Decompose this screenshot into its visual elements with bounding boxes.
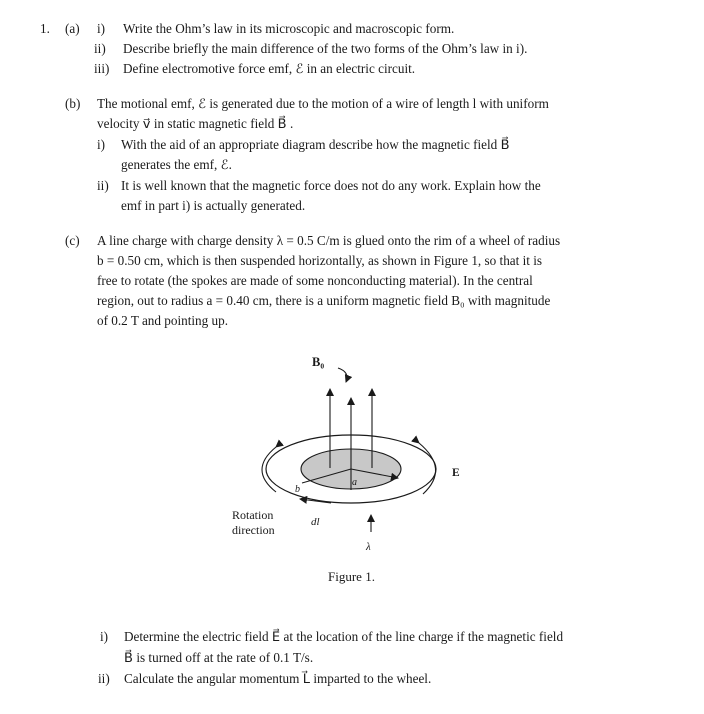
part-c-ii-text: Calculate the angular momentum L⃗ imparted to the wheel. (124, 671, 432, 686)
question-number: 1. (40, 21, 50, 36)
rotation-label-line-2: direction (232, 523, 275, 537)
part-c-i-line-2: B⃗ is turned off at the rate of 0.1 T/s. (124, 650, 314, 665)
part-c-line-1: A line charge with charge density λ = 0.5 C/m is glued onto the rim of a wheel of radius (97, 233, 561, 248)
e-field-arc (419, 443, 436, 494)
part-a-i-text: Write the Ohm’s law in its microscopic and macroscopic form. (123, 21, 455, 36)
part-c-label: (c) (65, 233, 80, 248)
part-b-i-marker: i) (97, 137, 106, 152)
rotation-label-line-1: Rotation (232, 508, 274, 522)
part-c-line-2: b = 0.50 cm, which is then suspended horizontally, as shown in Figure 1, so that it is (97, 253, 543, 268)
part-b-line-1: The motional emf, ℰ is generated due to the motion of a wire of length l with uniform (97, 96, 549, 111)
figure-caption: Figure 1. (328, 569, 375, 584)
part-a-ii-text: Describe briefly the main difference of the two forms of the Ohm’s law in i). (123, 41, 528, 56)
lambda-label: λ (366, 541, 371, 553)
radius-a-label: a (352, 477, 357, 488)
b0-label: B₀ (312, 355, 325, 369)
dl-label: dl (311, 516, 320, 528)
part-b-i-line-2: generates the emf, ℰ. (121, 157, 232, 172)
part-b-ii-marker: ii) (97, 178, 109, 193)
part-c-line-3: free to rotate (the spokes are made of some nonconducting material). In the central (97, 273, 533, 288)
part-c-line-5: of 0.2 T and pointing up. (97, 313, 229, 328)
b0-curved-arrow (338, 368, 347, 382)
part-c-ii-marker: ii) (98, 671, 110, 686)
part-b-label: (b) (65, 96, 81, 111)
part-c-line-4: region, out to radius a = 0.40 cm, there is a uniform magnetic field B₀ with magnitude (97, 293, 551, 308)
part-a-i-marker: i) (97, 21, 106, 36)
part-b-ii-line-2: emf in part i) is actually generated. (121, 198, 306, 213)
part-b-i-line-1: With the aid of an appropriate diagram describe how the magnetic field B⃗ (121, 137, 510, 152)
part-c-i-line-1: Determine the electric field E⃗ at the location of the line charge if the magnetic field (124, 629, 564, 644)
part-a-iii-text: Define electromotive force emf, ℰ in an electric circuit. (123, 61, 416, 76)
radius-b-label: b (295, 484, 300, 495)
part-a-ii-marker: ii) (94, 41, 106, 56)
part-c-i-marker: i) (100, 629, 109, 644)
part-b-ii-line-1: It is well known that the magnetic force does not do any work. Explain how the (121, 178, 541, 193)
part-b-line-2: velocity v⃗ in static magnetic field B⃗ . (97, 116, 294, 131)
part-a-iii-marker: iii) (94, 61, 110, 76)
part-a-label: (a) (65, 21, 80, 36)
e-field-label: E (452, 467, 460, 479)
